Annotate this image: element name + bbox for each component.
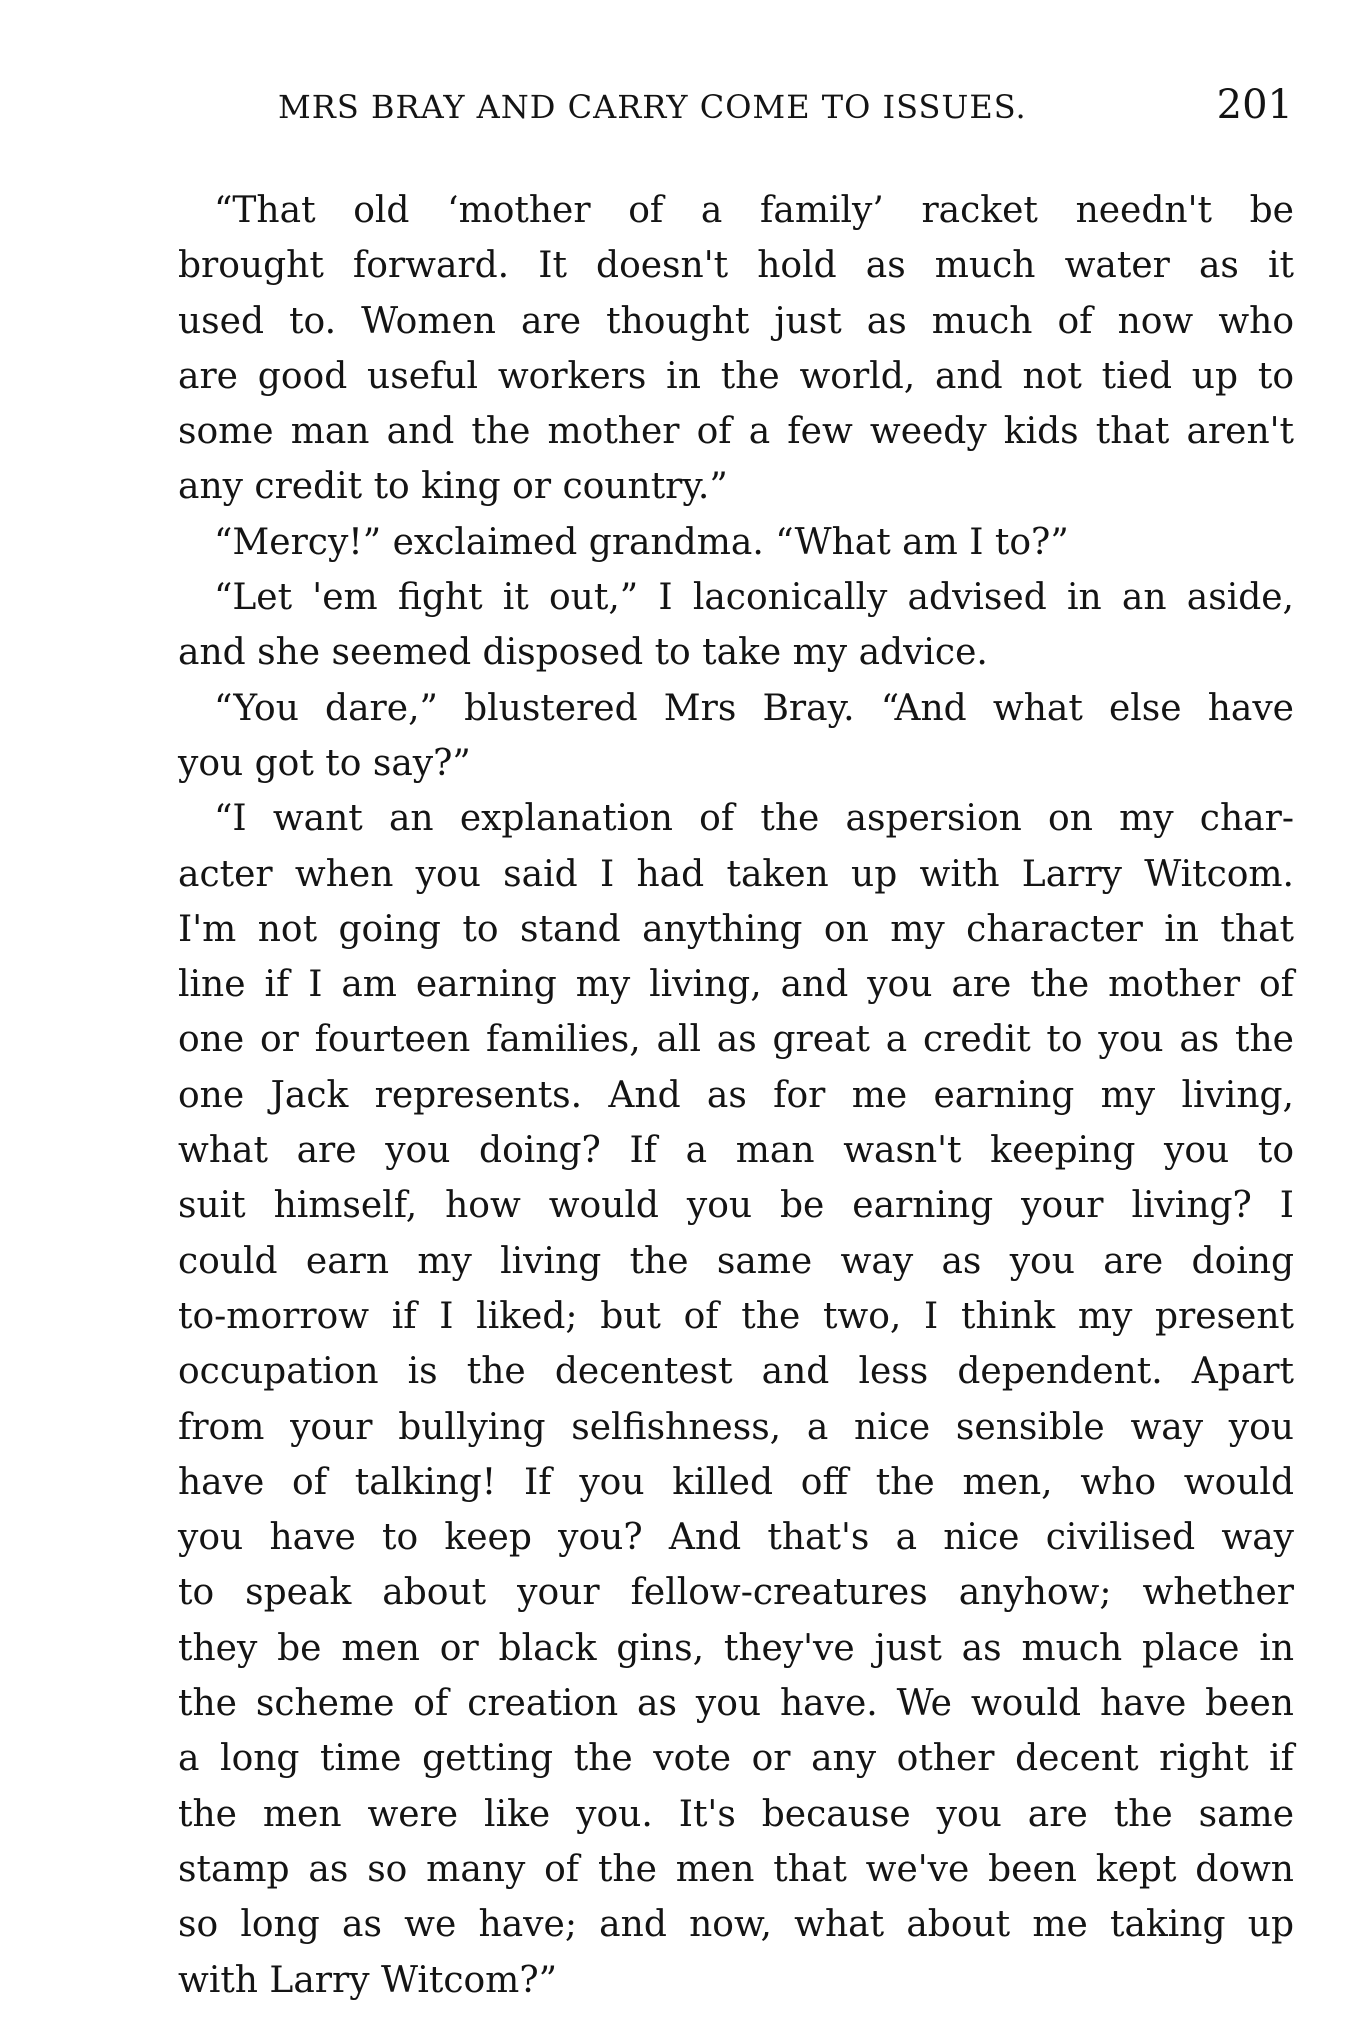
- text-line: “You dare,” blustered Mrs Bray. “And what else have: [214, 687, 1294, 729]
- text-line: “That old ‘mother of a family’ racket needn't be: [214, 190, 1294, 231]
- text-line: you got to say?”: [178, 742, 471, 784]
- text-line: “Let 'em fight it out,” I laconically advised in an aside,: [214, 577, 1294, 619]
- body-text: [178, 183, 1294, 2008]
- text-line: occupation is the decentest and less dependent. Apart: [178, 1351, 1294, 1393]
- chapter-title: MRS BRAY AND CARRY COME TO ISSUES.: [278, 88, 1027, 126]
- text-line: to-morrow if I liked; but of the two, I think my present: [178, 1295, 1294, 1337]
- text-line: some man and the mother of a few weedy kids that aren't: [178, 411, 1294, 453]
- text-line: used to. Women are thought just as much of now who: [178, 300, 1294, 342]
- text-line: from your bullying selfishness, a nice sensible way you: [178, 1406, 1294, 1448]
- text-line: any credit to king or country.”: [178, 466, 728, 508]
- text-line: are good useful workers in the world, and not tied up to: [178, 355, 1294, 397]
- text-line: “I want an explanation of the aspersion on my char-: [214, 798, 1294, 840]
- text-line: what are you doing? If a man wasn't keeping you to: [178, 1130, 1294, 1172]
- text-line: suit himself, how would you be earning your living? I: [178, 1185, 1294, 1227]
- text-line: to speak about your fellow-creatures anyhow; whether: [178, 1572, 1294, 1614]
- running-head: [0, 82, 1348, 142]
- text-line: they be men or black gins, they've just as much place in: [178, 1627, 1294, 1669]
- text-line: line if I am earning my living, and you are the mother of: [178, 964, 1294, 1006]
- text-line: one or fourteen families, all as great a credit to you as the: [178, 1019, 1294, 1061]
- text-line: one Jack represents. And as for me earning my living,: [178, 1074, 1294, 1116]
- text-line: the scheme of creation as you have. We would have been: [178, 1683, 1294, 1725]
- text-line: have of talking! If you killed off the men, who would: [178, 1461, 1294, 1503]
- text-line: the men were like you. It's because you are the same: [178, 1793, 1294, 1835]
- text-line: stamp as so many of the men that we've been kept down: [178, 1848, 1294, 1890]
- text-line: I'm not going to stand anything on my character in that: [178, 908, 1294, 950]
- text-line: brought forward. It doesn't hold as much water as it: [178, 245, 1294, 287]
- text-line: could earn my living the same way as you are doing: [178, 1240, 1294, 1282]
- text-line: a long time getting the vote or any other decent right if: [178, 1738, 1294, 1780]
- text-line: acter when you said I had taken up with Larry Witcom.: [178, 853, 1294, 895]
- text-line: “Mercy!” exclaimed grandma. “What am I to?”: [214, 521, 1069, 563]
- text-line: with Larry Witcom?”: [178, 1959, 558, 2001]
- text-line: you have to keep you? And that's a nice civilised way: [178, 1517, 1294, 1559]
- text-line: and she seemed disposed to take my advice.: [178, 632, 988, 674]
- text-line: so long as we have; and now, what about me taking up: [178, 1904, 1294, 1946]
- page-number: 201: [1216, 82, 1293, 128]
